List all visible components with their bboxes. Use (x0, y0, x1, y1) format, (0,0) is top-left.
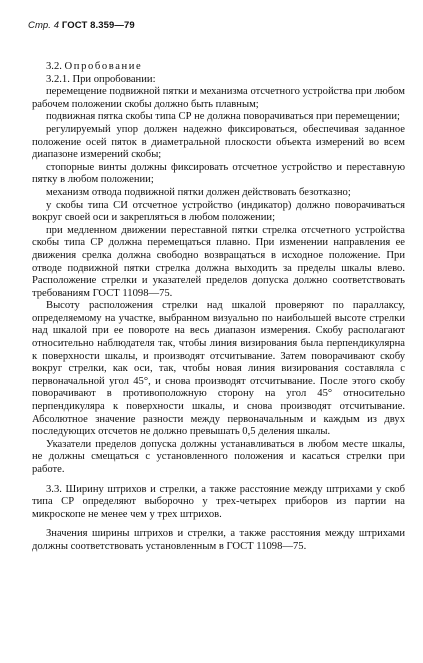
spacer (32, 521, 405, 528)
section-heading (32, 61, 405, 74)
paragraph: у скобы типа СИ отсчетное устройство (индикатор) должно поворачиваться вокруг своей оси и закрепляться в любом положении; (32, 199, 405, 224)
paragraph: механизм отвода подвижной пятки должен действовать безотказно; (46, 186, 351, 198)
paragraph: Значения ширины штрихов и стрелки, а также расстояния между штрихами должны соответствовать установленным в ГОСТ 11098—75. (32, 528, 405, 552)
page-number: Стр. 4 (28, 20, 60, 31)
paragraph: Высоту расположения стрелки над шкалой проверяют по параллаксу, определяемому на участке, выбранном визуально по наибольшей высоте стрелки над шкалой при ее повороте на весь диапазон измерения. Скобу располагают относительно наблюдателя так, чтобы линия визирования была перпендикулярна к поверхности шкалы, и производят отсчитывание. Затем поворачивают скобу вокруг стрелки, как оси, так, чтобы новая линия визирования составляла с первоначальной угол 45°, и снова производят отсчитывание. После этого скобу поворачивают в противоположную сторону на угол 45° относительно перпендикуляра к поверхности шкалы, и снова производят отсчитывание. Абсолютное значение разности между первоначальным и каждым из двух последующих отсчетов не должно превышать 0,5 деления шкалы. (32, 300, 405, 438)
standard-number: ГОСТ 8.359—79 (61, 20, 135, 31)
paragraph: при медленном движении переставной пятки стрелка отсчетного устройства скобы типа СР должна перемещаться плавно. При изменении направления ее движения срелка должна свободно возвращаться в исходное положение. При отводе подвижной пятки стрелка должна выходить за пределы шкалы влево. Расположение стрелки и указателей пределов допуска должно соответствовать требованиям ГОСТ 11098—75. (32, 224, 405, 299)
document-body (32, 61, 405, 554)
section-title: Опробование (64, 61, 143, 72)
paragraph: 3.2.1. При опробовании: (46, 73, 156, 85)
paragraph: перемещение подвижной пятки и механизма отсчетного устройства при любом рабочем положении скобы должно быть плавным; (32, 86, 405, 110)
page-header (28, 20, 135, 31)
section-number: 3.2. (46, 61, 62, 72)
paragraph: подвижная пятка скобы типа СР не должна поворачиваться при перемещении; (46, 111, 400, 123)
paragraph: 3.3. Ширину штрихов и стрелки, а также расстояние между штрихами у скоб типа СР определяют выборочно у трех-четырех приборов из партии на микроскопе не менее чем у трех штрихов. (32, 483, 405, 520)
paragraph: стопорные винты должны фиксировать отсчетное устройство и переставную пятку в любом положении; (32, 161, 405, 186)
spacer (32, 477, 405, 484)
paragraph: регулируемый упор должен надежно фиксироваться, обеспечивая заданное положение осей пяток в диаметральной плоскости объекта измерений во всем диапазоне измерений скобы; (32, 123, 405, 161)
paragraph: Указатели пределов допуска должны устанавливаться в любом месте шкалы, не должны смещаться с установленного положения и касаться стрелки при работе. (32, 438, 405, 475)
